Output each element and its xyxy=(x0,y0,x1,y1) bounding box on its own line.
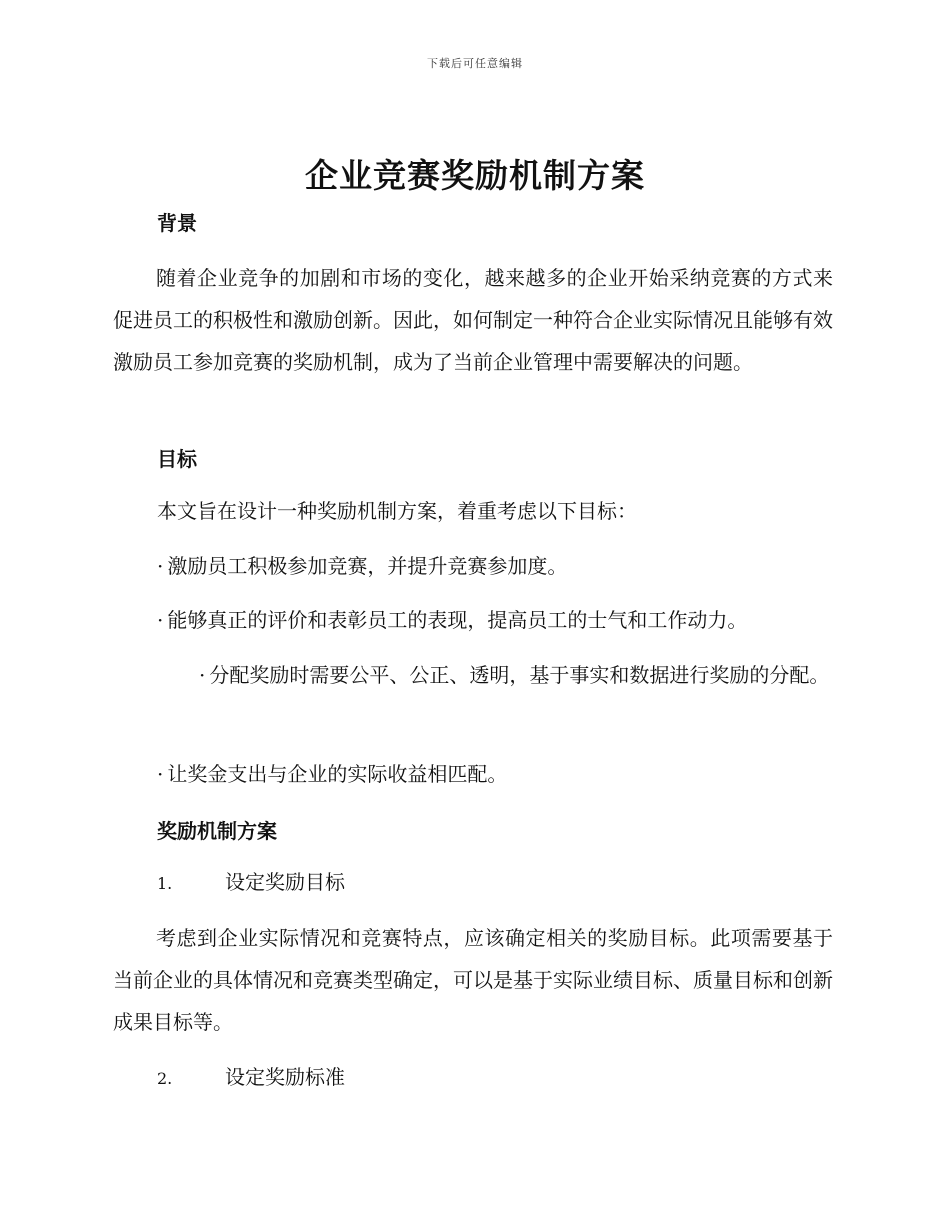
header-note: 下载后可任意编辑 xyxy=(427,57,523,70)
bullet-dot-icon: · xyxy=(157,554,164,578)
goal-bullet-3 xyxy=(113,654,833,696)
plan-item-label: 设定奖励标准 xyxy=(225,1065,345,1089)
goal-bullet-text: 让奖金支出与企业的实际收益相匹配。 xyxy=(167,762,508,786)
bullet-dot-icon: · xyxy=(199,663,206,687)
goal-bullet-text: 能够真正的评价和表彰员工的表现，提高员工的士气和工作动力。 xyxy=(167,608,748,632)
goal-bullet-text: 分配奖励时需要公平、公正、透明，基于事实和数据进行奖励的分配。 xyxy=(209,663,830,687)
goal-bullet-2 xyxy=(157,605,747,635)
section-heading-goals: 目标 xyxy=(157,447,197,471)
plan-item-number: 1. xyxy=(157,874,173,893)
plan-item-2 xyxy=(157,1062,345,1094)
document-title: 企业竞赛奖励机制方案 xyxy=(305,156,645,195)
section-heading-background: 背景 xyxy=(157,211,197,235)
section-heading-plan: 奖励机制方案 xyxy=(157,819,277,843)
goal-bullet-text: 激励员工积极参加竞赛，并提升竞赛参加度。 xyxy=(167,554,568,578)
plan-item-number: 2. xyxy=(157,1069,173,1088)
background-paragraph: 随着企业竞争的加剧和市场的变化，越来越多的企业开始采纳竞赛的方式来促进员工的积极性和激励创新。因此，如何制定一种符合企业实际情况且能够有效激励员工参加竞赛的奖励机制，成为了当前企业管理中需要解决的问题。 xyxy=(113,266,833,374)
plan-item-1 xyxy=(157,867,345,899)
bullet-dot-icon: · xyxy=(157,762,164,786)
goal-bullet-4 xyxy=(157,759,507,789)
goals-intro: 本文旨在设计一种奖励机制方案，着重考虑以下目标： xyxy=(157,499,637,523)
plan-item-label: 设定奖励目标 xyxy=(225,870,345,894)
plan-item-1-paragraph: 考虑到企业实际情况和竞赛特点，应该确定相关的奖励目标。此项需要基于当前企业的具体情况和竞赛类型确定，可以是基于实际业绩目标、质量目标和创新成果目标等。 xyxy=(113,926,833,1034)
goal-bullet-1 xyxy=(157,551,567,581)
bullet-dot-icon: · xyxy=(157,608,164,632)
